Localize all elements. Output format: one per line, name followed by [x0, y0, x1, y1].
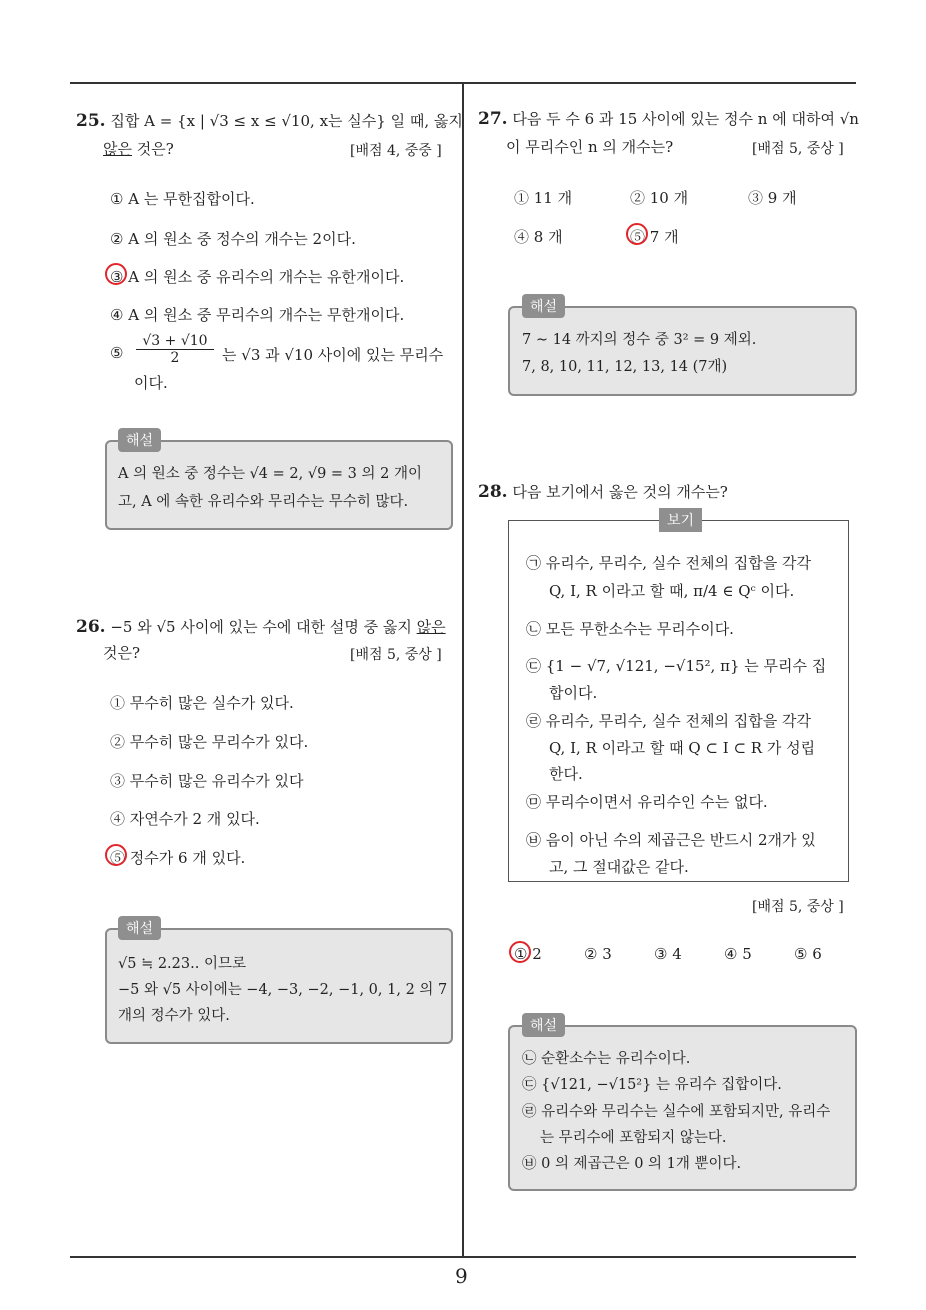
answer-option-2[interactable]: ② 3: [584, 945, 612, 963]
answer-option-1[interactable]: ① 11 개: [514, 189, 573, 207]
example-item: ㉥ 음이 아닌 수의 제곱근은 반드시 2개가 있: [526, 831, 816, 849]
column-divider: [462, 82, 464, 1257]
solution-line: 는 무리수에 포함되지 않는다.: [540, 1130, 727, 1146]
answer-option-2[interactable]: ② 10 개: [630, 189, 689, 207]
page-number: 9: [455, 1264, 468, 1288]
solution-line: A 의 원소 중 정수는 √4 = 2, √9 = 3 의 2 개이: [118, 466, 422, 482]
example-item-cont: 고, 그 절대값은 같다.: [549, 858, 689, 876]
question-25-line2: [103, 138, 174, 159]
solution-line: 고, A 에 속한 유리수와 무리수는 무수히 많다.: [118, 494, 409, 510]
question-number: 28.: [478, 482, 508, 502]
answer-option-4[interactable]: ④ 자연수가 2 개 있다.: [110, 810, 260, 828]
selected-answer-circle: [626, 223, 648, 245]
answer-option-3[interactable]: ③ 4: [654, 945, 682, 963]
solution-line: −5 와 √5 사이에는 −4, −3, −2, −1, 0, 1, 2 의 7: [118, 982, 448, 998]
question-26-line2: 것은?: [103, 644, 141, 662]
answer-option-4[interactable]: ④ A 의 원소 중 무리수의 개수는 무한개이다.: [110, 306, 405, 324]
answer-option-4[interactable]: ④ 5: [724, 945, 752, 963]
question-27: [478, 108, 859, 129]
example-item: ㉣ 유리수, 무리수, 실수 전체의 집합을 각각: [526, 712, 811, 730]
solution-line: 7 ∼ 14 까지의 정수 중 3² = 9 제외.: [522, 332, 757, 348]
question-25: [76, 110, 463, 131]
fraction-numerator: √3 + √10: [136, 333, 214, 350]
answer-option-5[interactable]: ⑤ 정수가 6 개 있다.: [110, 849, 246, 867]
score-label: [배점 4, 중중 ]: [350, 143, 442, 159]
solution-line: √5 ≒ 2.23.. 이므로: [118, 956, 246, 972]
question-number: 26.: [76, 617, 106, 637]
selected-answer-circle: [509, 941, 531, 963]
question-text: 것은?: [131, 140, 174, 158]
score-label: [배점 5, 중상 ]: [752, 899, 844, 915]
underlined-word: 않은: [103, 140, 132, 158]
example-tag: 보기: [659, 508, 702, 532]
example-item-cont: Q, I, R 이라고 할 때 Q ⊂ I ⊂ R 가 성립: [549, 739, 816, 757]
solution-line: ㉣ 유리수와 무리수는 실수에 포함되지만, 유리수: [522, 1104, 831, 1120]
fraction: [136, 333, 214, 366]
solution-tag: 해설: [118, 916, 161, 940]
question-27-line2: 이 무리수인 n 의 개수는?: [506, 138, 674, 156]
solution-line: ㉢ {√121, −√15²} 는 유리수 집합이다.: [522, 1077, 782, 1093]
answer-option-1[interactable]: ① A 는 무한집합이다.: [110, 190, 255, 208]
answer-option-1[interactable]: ① 2: [514, 945, 542, 963]
answer-option-5-line2: 이다.: [134, 374, 168, 392]
question-28: [478, 481, 728, 502]
question-number: 27.: [478, 109, 508, 129]
solution-line: 개의 정수가 있다.: [118, 1008, 230, 1024]
example-item: ㉢ {1 − √7, √121, −√15², π} 는 무리수 집: [526, 657, 827, 675]
solution-tag: 해설: [522, 294, 565, 318]
answer-option-3[interactable]: ③ 무수히 많은 유리수가 있다: [110, 772, 304, 790]
solution-tag: 해설: [118, 428, 161, 452]
example-item-cont: 한다.: [549, 765, 583, 783]
example-item: ㉡ 모든 무한소수는 무리수이다.: [526, 620, 734, 638]
question-text: 다음 두 수 6 과 15 사이에 있는 정수 n 에 대하여 √n: [512, 110, 859, 128]
example-item: ㉠ 유리수, 무리수, 실수 전체의 집합을 각각: [526, 554, 811, 572]
question-text: 집합 A = {x | √3 ≤ x ≤ √10, x는 실수} 일 때, 옳지: [110, 112, 463, 130]
solution-box: [508, 306, 857, 396]
answer-option-3[interactable]: ③ 9 개: [748, 189, 797, 207]
question-text: 다음 보기에서 옳은 것의 개수는?: [512, 483, 728, 501]
example-item-cont: Q, I, R 이라고 할 때, π/4 ∈ Qᶜ 이다.: [549, 582, 795, 600]
score-label: [배점 5, 중상 ]: [752, 141, 844, 157]
bottom-rule: [70, 1256, 856, 1258]
answer-option-2[interactable]: ② 무수히 많은 무리수가 있다.: [110, 733, 309, 751]
underlined-word: 않은: [416, 618, 446, 636]
answer-option-1[interactable]: ① 무수히 많은 실수가 있다.: [110, 694, 294, 712]
solution-tag: 해설: [522, 1013, 565, 1037]
selected-answer-circle: [105, 844, 127, 866]
answer-option-3[interactable]: ③ A 의 원소 중 유리수의 개수는 유한개이다.: [110, 268, 405, 286]
answer-option-2[interactable]: ② A 의 원소 중 정수의 개수는 2이다.: [110, 230, 356, 248]
question-26: [76, 616, 446, 637]
solution-box: [105, 440, 453, 530]
answer-option-5[interactable]: ⑤ 6: [794, 945, 822, 963]
solution-line: 7, 8, 10, 11, 12, 13, 14 (7개): [522, 359, 728, 375]
option-mark: ⑤: [110, 344, 124, 362]
example-item: ㉤ 무리수이면서 유리수인 수는 없다.: [526, 793, 768, 811]
question-text: −5 와 √5 사이에 있는 수에 대한 설명 중 옳지: [110, 618, 417, 636]
question-number: 25.: [76, 111, 106, 131]
example-item-cont: 합이다.: [549, 684, 598, 702]
answer-option-4[interactable]: ④ 8 개: [514, 228, 563, 246]
solution-line: ㉥ 0 의 제곱근은 0 의 1개 뿐이다.: [522, 1156, 742, 1172]
fraction-denominator: 2: [170, 350, 180, 366]
option-text: 는 √3 과 √10 사이에 있는 무리수: [222, 346, 444, 364]
score-label: [배점 5, 중상 ]: [350, 647, 442, 663]
solution-line: ㉡ 순환소수는 유리수이다.: [522, 1051, 691, 1067]
selected-answer-circle: [105, 263, 127, 285]
answer-option-5[interactable]: ⑤ 7 개: [630, 228, 679, 246]
